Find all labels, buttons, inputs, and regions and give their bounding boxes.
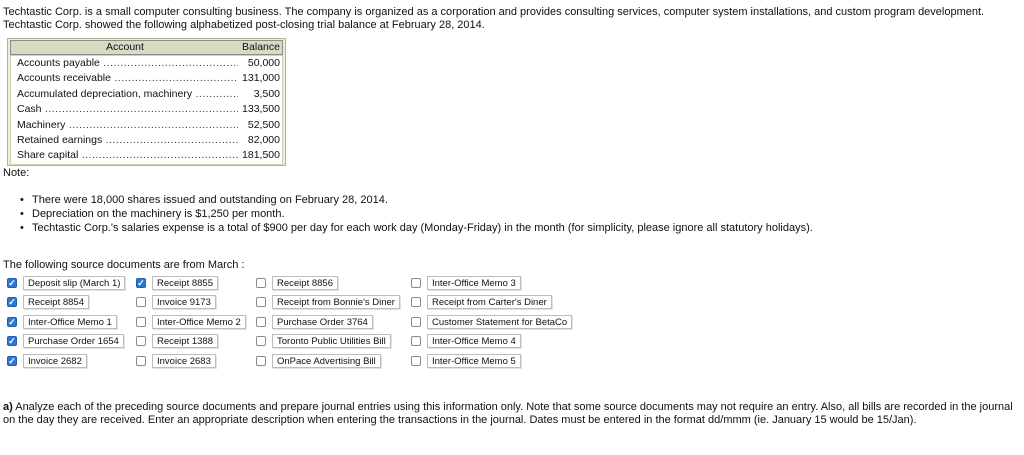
document-checkbox[interactable] <box>256 336 266 346</box>
note-label: Note: <box>3 167 30 179</box>
document-checkbox-checked[interactable]: ✓ <box>8 336 16 346</box>
account-balance: 82,000 <box>238 133 282 148</box>
document-chip-inter-office-memo-1[interactable]: Inter-Office Memo 1 <box>23 315 117 329</box>
trial-balance-table <box>7 38 286 166</box>
trial-balance-header <box>10 40 283 55</box>
balance-column-header: Balance <box>242 41 280 53</box>
trial-balance-row <box>11 102 282 117</box>
document-chip-receipt-1388[interactable]: Receipt 1388 <box>152 334 218 348</box>
account-column-header: Account <box>106 41 144 53</box>
note-item: • Depreciation on the machinery is $1,250 per month. <box>20 207 813 221</box>
document-checkbox[interactable] <box>411 297 421 307</box>
account-balance: 133,500 <box>238 102 282 117</box>
document-chip-invoice-9173[interactable]: Invoice 9173 <box>152 295 216 309</box>
document-chip-inter-office-memo-4[interactable]: Inter-Office Memo 4 <box>427 334 521 348</box>
trial-balance-row <box>11 71 282 86</box>
document-chip-inter-office-memo-2[interactable]: Inter-Office Memo 2 <box>152 315 246 329</box>
question-label: a) <box>3 401 13 413</box>
question-text: Analyze each of the preceding source documents and prepare journal entries using this information only. Note that some source documents may not require an entry. Also, all bills are recorded in the journal on the day they are received. Enter an appropriate description when entering the transactions in the journal. Dates must be entered in the format dd/mmm (ie. January 15 would be 15/Jan). <box>3 401 1013 426</box>
trial-balance-row <box>11 87 282 102</box>
account-balance: 131,000 <box>238 71 282 86</box>
document-checkbox-checked[interactable]: ✓ <box>8 297 16 307</box>
document-chip-receipt-bonnies-diner[interactable]: Receipt from Bonnie's Diner <box>272 295 400 309</box>
document-checkbox[interactable] <box>136 297 146 307</box>
note-list <box>20 193 813 235</box>
document-checkbox[interactable] <box>256 297 266 307</box>
account-balance: 181,500 <box>238 148 282 163</box>
document-checkbox[interactable] <box>136 317 146 327</box>
source-documents-intro: The following source documents are from March : <box>3 259 245 271</box>
note-item: • Techtastic Corp.'s salaries expense is a total of $900 per day for each work day (Monday-Friday) in the month (for simplicity, please ignore all statutory holidays). <box>20 221 813 235</box>
account-name: Share capital ..... <box>17 148 239 163</box>
document-chip-customer-statement-betaco[interactable]: Customer Statement for BetaCo <box>427 315 572 329</box>
document-chip-receipt-8856[interactable]: Receipt 8856 <box>272 276 338 290</box>
account-name: Accounts payable ..... <box>17 56 239 71</box>
document-checkbox[interactable] <box>411 317 421 327</box>
document-checkbox-checked[interactable]: ✓ <box>8 356 16 366</box>
document-checkbox[interactable] <box>411 336 421 346</box>
document-checkbox[interactable] <box>136 356 146 366</box>
account-balance: 52,500 <box>238 118 282 133</box>
document-checkbox[interactable] <box>411 356 421 366</box>
account-balance: 50,000 <box>238 56 282 71</box>
document-chip-onpace-advertising-bill[interactable]: OnPace Advertising Bill <box>272 354 381 368</box>
account-name: Cash ..... <box>17 102 239 117</box>
question-a <box>3 401 1018 427</box>
intro-paragraph: Techtastic Corp. is a small computer consulting business. The company is organized as a corporation and provides consulting services, computer system installations, and custom program development. Techtastic Corp. showed the following alphabetized post-closing trial balance at February 28, 2014. <box>3 6 985 31</box>
account-name: Accounts receivable ..... <box>17 71 239 86</box>
trial-balance-row <box>11 148 282 163</box>
account-balance: 3,500 <box>238 87 282 102</box>
document-checkbox[interactable] <box>256 356 266 366</box>
document-chip-receipt-carters-diner[interactable]: Receipt from Carter's Diner <box>427 295 552 309</box>
document-chip-inter-office-memo-3[interactable]: Inter-Office Memo 3 <box>427 276 521 290</box>
document-chip-purchase-order-1654[interactable]: Purchase Order 1654 <box>23 334 124 348</box>
document-checkbox[interactable] <box>256 317 266 327</box>
document-chip-purchase-order-3764[interactable]: Purchase Order 3764 <box>272 315 373 329</box>
trial-balance-row <box>11 56 282 71</box>
account-name: Machinery ..... <box>17 118 239 133</box>
document-chip-receipt-8854[interactable]: Receipt 8854 <box>23 295 89 309</box>
trial-balance-body <box>10 55 283 165</box>
document-chip-receipt-8855[interactable]: Receipt 8855 <box>152 276 218 290</box>
note-item: • There were 18,000 shares issued and outstanding on February 28, 2014. <box>20 193 813 207</box>
document-chip-toronto-utilities-bill[interactable]: Toronto Public Utilities Bill <box>272 334 391 348</box>
account-name: Accumulated depreciation, machinery ..... <box>17 87 239 102</box>
document-chip-invoice-2682[interactable]: Invoice 2682 <box>23 354 87 368</box>
trial-balance-row <box>11 118 282 133</box>
document-chip-invoice-2683[interactable]: Invoice 2683 <box>152 354 216 368</box>
document-checkbox[interactable] <box>256 278 266 288</box>
document-checkbox-checked[interactable]: ✓ <box>137 278 145 288</box>
account-name: Retained earnings ..... <box>17 133 239 148</box>
document-checkbox-checked[interactable]: ✓ <box>8 278 16 288</box>
document-chip-deposit-slip[interactable]: Deposit slip (March 1) <box>23 276 125 290</box>
document-checkbox[interactable] <box>136 336 146 346</box>
document-checkbox[interactable] <box>411 278 421 288</box>
document-chip-inter-office-memo-5[interactable]: Inter-Office Memo 5 <box>427 354 521 368</box>
document-checkbox-checked[interactable]: ✓ <box>8 317 16 327</box>
trial-balance-row <box>11 133 282 148</box>
